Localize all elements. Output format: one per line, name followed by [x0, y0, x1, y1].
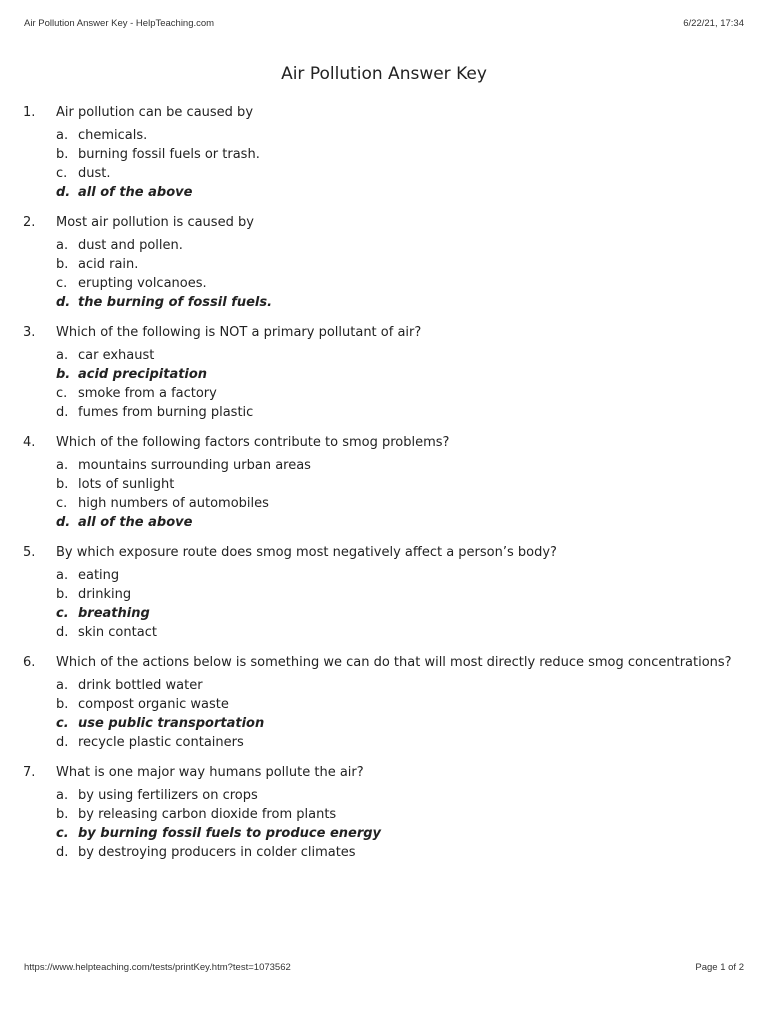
answer-option-text: by burning fossil fuels to produce energy	[78, 826, 382, 841]
question-item	[23, 324, 745, 422]
answer-option	[23, 255, 745, 274]
answer-option	[23, 623, 745, 642]
answer-option-letter: c.	[56, 276, 68, 291]
print-footer	[24, 962, 744, 976]
answer-option	[23, 566, 745, 585]
question-number: 3.	[23, 325, 36, 340]
answer-option	[23, 126, 745, 145]
answer-option-text: drinking	[78, 587, 132, 602]
answer-option	[23, 403, 745, 422]
answer-option-text: acid precipitation	[78, 367, 208, 382]
answer-option	[23, 346, 745, 365]
answer-option-letter: c.	[56, 496, 68, 511]
answer-option	[23, 695, 745, 714]
answer-option-text: high numbers of automobiles	[78, 496, 269, 511]
question-number: 6.	[23, 655, 36, 670]
answer-option-letter: d.	[56, 185, 71, 200]
answer-option-text: by using fertilizers on crops	[78, 788, 258, 803]
answer-option-letter: d.	[56, 735, 69, 750]
answer-options	[23, 126, 745, 202]
answer-option-text: dust.	[78, 166, 111, 181]
question-item	[23, 764, 745, 862]
answer-option-text: use public transportation	[78, 716, 265, 731]
answer-option-text: smoke from a factory	[78, 386, 217, 401]
answer-option-letter: b.	[56, 697, 69, 712]
answer-option-text: all of the above	[78, 515, 193, 530]
answer-option-text: fumes from burning plastic	[78, 405, 254, 420]
question-line	[23, 654, 745, 671]
question-text: Which of the following is NOT a primary pollutant of air?	[56, 325, 422, 340]
answer-option-letter: b.	[56, 257, 69, 272]
page-title: Air Pollution Answer Key	[281, 64, 487, 84]
answer-option	[23, 164, 745, 183]
answer-option-letter: d.	[56, 515, 71, 530]
answer-option-text: breathing	[78, 606, 150, 621]
question-line	[23, 434, 745, 451]
answer-option	[23, 676, 745, 695]
answer-option	[23, 384, 745, 403]
answer-option-letter: d.	[56, 625, 69, 640]
question-item	[23, 544, 745, 642]
print-header-title: Air Pollution Answer Key - HelpTeaching.com	[24, 18, 215, 29]
answer-option-text: compost organic waste	[78, 697, 229, 712]
answer-option	[23, 786, 745, 805]
answer-option-text: the burning of fossil fuels.	[78, 295, 273, 310]
answer-option-correct	[23, 513, 745, 532]
answer-option-letter: c.	[56, 166, 68, 181]
print-footer-url: https://www.helpteaching.com/tests/printKey.htm?test=1073562	[24, 962, 291, 973]
question-item	[23, 654, 745, 752]
answer-option-text: lots of sunlight	[78, 477, 175, 492]
answer-option-text: recycle plastic containers	[78, 735, 244, 750]
question-item	[23, 214, 745, 312]
answer-option-letter: a.	[56, 568, 69, 583]
question-line	[23, 544, 745, 561]
answer-option-text: by destroying producers in colder climates	[78, 845, 356, 860]
question-text: By which exposure route does smog most negatively affect a person’s body?	[56, 545, 557, 560]
answer-options	[23, 236, 745, 312]
answer-options	[23, 346, 745, 422]
answer-option-text: dust and pollen.	[78, 238, 183, 253]
print-header	[24, 18, 744, 32]
print-header-datetime: 6/22/21, 17:34	[683, 18, 744, 29]
answer-option-text: erupting volcanoes.	[78, 276, 207, 291]
answer-option-letter: b.	[56, 147, 69, 162]
answer-options	[23, 566, 745, 642]
answer-option-text: all of the above	[78, 185, 193, 200]
answer-options	[23, 786, 745, 862]
answer-option-text: burning fossil fuels or trash.	[78, 147, 260, 162]
answer-option-correct	[23, 714, 745, 733]
answer-option-text: by releasing carbon dioxide from plants	[78, 807, 337, 822]
answer-option-text: skin contact	[78, 625, 157, 640]
answer-option	[23, 805, 745, 824]
question-line	[23, 764, 745, 781]
question-number: 5.	[23, 545, 36, 560]
answer-option	[23, 494, 745, 513]
question-line	[23, 104, 745, 121]
answer-option-correct	[23, 604, 745, 623]
question-text: What is one major way humans pollute the air?	[56, 765, 364, 780]
answer-option-letter: d.	[56, 405, 69, 420]
question-line	[23, 214, 745, 231]
question-text: Which of the following factors contribute to smog problems?	[56, 435, 450, 450]
answer-option-letter: c.	[56, 606, 69, 621]
answer-option-letter: a.	[56, 788, 69, 803]
answer-options	[23, 676, 745, 752]
answer-option-letter: b.	[56, 807, 69, 822]
answer-option-letter: c.	[56, 826, 69, 841]
answer-option-correct	[23, 365, 745, 384]
question-number: 2.	[23, 215, 36, 230]
answer-option-text: car exhaust	[78, 348, 155, 363]
answer-option-correct	[23, 824, 745, 843]
answer-option-letter: a.	[56, 348, 69, 363]
question-number: 4.	[23, 435, 36, 450]
answer-option-text: chemicals.	[78, 128, 148, 143]
answer-option-letter: b.	[56, 477, 69, 492]
print-footer-page-indicator: Page 1 of 2	[695, 962, 744, 973]
question-text: Most air pollution is caused by	[56, 215, 254, 230]
answer-option-text: mountains surrounding urban areas	[78, 458, 311, 473]
question-number: 1.	[23, 105, 36, 120]
question-item	[23, 434, 745, 532]
answer-option-correct	[23, 183, 745, 202]
answer-option-letter: a.	[56, 678, 69, 693]
answer-option-letter: b.	[56, 367, 71, 382]
question-text: Air pollution can be caused by	[56, 105, 254, 120]
answer-option	[23, 236, 745, 255]
answer-option-letter: a.	[56, 128, 69, 143]
question-item	[23, 104, 745, 202]
answer-option-letter: d.	[56, 295, 71, 310]
answer-option-letter: c.	[56, 386, 68, 401]
answer-option-letter: c.	[56, 716, 69, 731]
answer-option-text: drink bottled water	[78, 678, 203, 693]
answer-option	[23, 145, 745, 164]
answer-option	[23, 456, 745, 475]
answer-option-letter: d.	[56, 845, 69, 860]
answer-option	[23, 733, 745, 752]
answer-option	[23, 274, 745, 293]
question-number: 7.	[23, 765, 36, 780]
answer-option-letter: a.	[56, 458, 69, 473]
answer-option	[23, 475, 745, 494]
answer-option-letter: b.	[56, 587, 69, 602]
question-list	[23, 104, 745, 874]
answer-option-correct	[23, 293, 745, 312]
answer-option	[23, 843, 745, 862]
question-text: Which of the actions below is something we can do that will most directly reduce smog concentrations?	[56, 655, 732, 670]
answer-option-text: eating	[78, 568, 120, 583]
answer-option	[23, 585, 745, 604]
answer-options	[23, 456, 745, 532]
question-line	[23, 324, 745, 341]
answer-option-letter: a.	[56, 238, 69, 253]
answer-option-text: acid rain.	[78, 257, 139, 272]
